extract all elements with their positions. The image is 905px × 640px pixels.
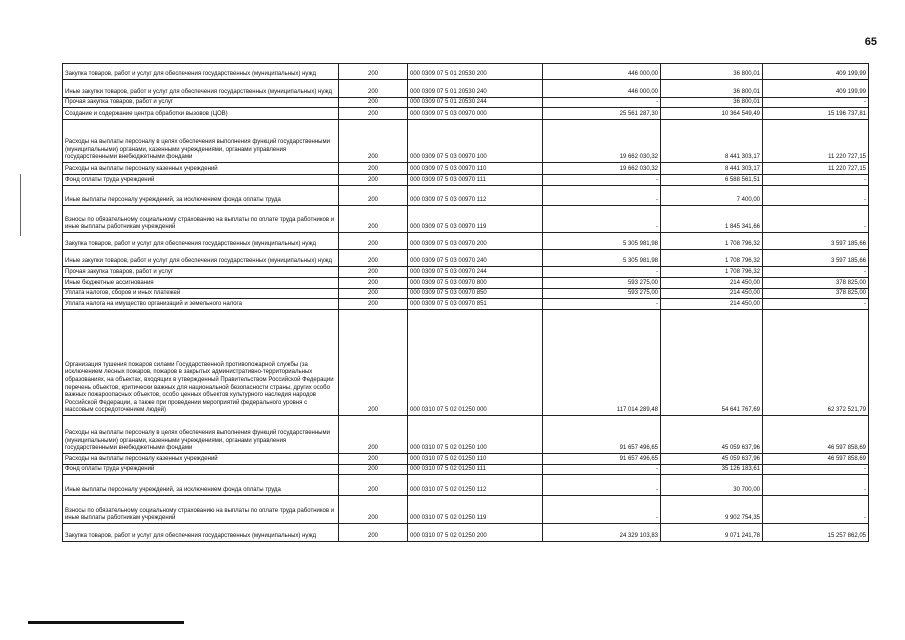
budget-classification-code: 000 0310 07 5 02 01250 119 [408, 496, 543, 524]
line-code: 200 [339, 278, 408, 289]
executed-amount: 8 441 303,17 [661, 120, 763, 163]
budget-table-body [63, 64, 869, 542]
budget-classification-code: 000 0309 07 5 03 00970 850 [408, 289, 543, 299]
approved-amount: 91 657 496,65 [543, 416, 661, 454]
table-row [63, 108, 869, 120]
table-row [63, 80, 869, 98]
approved-amount: 446 000,00 [543, 80, 661, 98]
remaining-amount: 409 199,99 [763, 80, 869, 98]
page-number: 65 [864, 36, 877, 48]
expense-name: Прочая закупка товаров, работ и услуг [63, 98, 339, 108]
approved-amount: 91 657 496,65 [543, 454, 661, 465]
budget-classification-code: 000 0310 07 5 02 01250 100 [408, 416, 543, 454]
executed-amount: 10 364 549,49 [661, 108, 763, 120]
executed-amount: 6 588 561,51 [661, 175, 763, 186]
line-code: 200 [339, 416, 408, 454]
executed-amount: 45 059 637,96 [661, 454, 763, 465]
budget-classification-code: 000 0310 07 5 02 01250 000 [408, 310, 543, 416]
remaining-amount: 15 196 737,81 [763, 108, 869, 120]
line-code: 200 [339, 186, 408, 206]
remaining-amount: - [763, 299, 869, 310]
remaining-amount: - [763, 465, 869, 475]
expense-name: Фонд оплаты труда учреждений [63, 175, 339, 186]
remaining-amount: - [763, 475, 869, 496]
remaining-amount: 3 597 185,66 [763, 233, 869, 250]
table-row [63, 475, 869, 496]
table-row [63, 120, 869, 163]
budget-classification-code: 000 0309 07 5 03 00970 112 [408, 186, 543, 206]
line-code: 200 [339, 250, 408, 267]
remaining-amount: - [763, 206, 869, 233]
expense-name: Закупка товаров, работ и услуг для обеспечения государственных (муниципальных) нужд [63, 233, 339, 250]
approved-amount: 25 561 287,30 [543, 108, 661, 120]
remaining-amount: - [763, 186, 869, 206]
remaining-amount: 11 220 727,15 [763, 120, 869, 163]
line-code: 200 [339, 496, 408, 524]
table-row [63, 465, 869, 475]
expense-name: Уплата налога на имущество организаций и земельного налога [63, 299, 339, 310]
approved-amount: 5 305 981,98 [543, 250, 661, 267]
table-row [63, 250, 869, 267]
line-code: 200 [339, 175, 408, 186]
expense-name: Расходы на выплаты персоналу казенных учреждений [63, 163, 339, 175]
line-code: 200 [339, 299, 408, 310]
expense-name: Иные бюджетные ассигнования [63, 278, 339, 289]
remaining-amount: 378 825,00 [763, 289, 869, 299]
approved-amount: 117 014 289,48 [543, 310, 661, 416]
line-code: 200 [339, 465, 408, 475]
approved-amount: - [543, 475, 661, 496]
approved-amount: - [543, 98, 661, 108]
approved-amount: - [543, 206, 661, 233]
executed-amount: 36 800,01 [661, 64, 763, 80]
budget-classification-code: 000 0309 07 5 03 00970 800 [408, 278, 543, 289]
approved-amount: - [543, 465, 661, 475]
remaining-amount: 46 597 858,69 [763, 454, 869, 465]
executed-amount: 30 700,00 [661, 475, 763, 496]
table-row [63, 310, 869, 416]
expense-name: Расходы на выплаты персоналу в целях обеспечения выполнения функций государственными (муниципальными) органами, казенными учреждениями, органами управления государственными внебюджетными фондами [63, 416, 339, 454]
budget-classification-code: 000 0309 07 5 03 00970 240 [408, 250, 543, 267]
executed-amount: 214 450,00 [661, 299, 763, 310]
table-row [63, 163, 869, 175]
expense-name: Взносы по обязательному социальному страхованию на выплаты по оплате труда работников и иные выплаты работникам учреждений [63, 496, 339, 524]
expense-name: Иные выплаты персоналу учреждений, за исключением фонда оплаты труда [63, 475, 339, 496]
line-code: 200 [339, 108, 408, 120]
remaining-amount: 11 220 727,15 [763, 163, 869, 175]
line-code: 200 [339, 310, 408, 416]
executed-amount: 8 441 303,17 [661, 163, 763, 175]
expense-name: Фонд оплаты труда учреждений [63, 465, 339, 475]
table-row [63, 496, 869, 524]
approved-amount: - [543, 186, 661, 206]
approved-amount: - [543, 267, 661, 278]
remaining-amount: - [763, 496, 869, 524]
line-code: 200 [339, 524, 408, 542]
budget-classification-code: 000 0310 07 5 02 01250 110 [408, 454, 543, 465]
executed-amount: 45 059 637,96 [661, 416, 763, 454]
executed-amount: 1 708 796,32 [661, 250, 763, 267]
line-code: 200 [339, 454, 408, 465]
table-row [63, 454, 869, 465]
budget-classification-code: 000 0309 07 5 01 20530 200 [408, 64, 543, 80]
executed-amount: 214 450,00 [661, 278, 763, 289]
executed-amount: 36 800,01 [661, 80, 763, 98]
approved-amount: 593 275,00 [543, 289, 661, 299]
budget-classification-code: 000 0309 07 5 03 00970 200 [408, 233, 543, 250]
executed-amount: 9 071 241,78 [661, 524, 763, 542]
line-code: 200 [339, 120, 408, 163]
table-row [63, 416, 869, 454]
executed-amount: 214 450,00 [661, 289, 763, 299]
executed-amount: 9 902 754,35 [661, 496, 763, 524]
approved-amount: 24 329 103,83 [543, 524, 661, 542]
footer-rule [28, 621, 184, 624]
line-code: 200 [339, 267, 408, 278]
budget-classification-code: 000 0309 07 5 01 20530 240 [408, 80, 543, 98]
remaining-amount: - [763, 267, 869, 278]
budget-classification-code: 000 0309 07 5 03 00970 100 [408, 120, 543, 163]
table-row [63, 267, 869, 278]
budget-classification-code: 000 0309 07 5 03 00970 110 [408, 163, 543, 175]
table-row [63, 233, 869, 250]
table-row [63, 299, 869, 310]
expense-name: Иные выплаты персоналу учреждений, за исключением фонда оплаты труда [63, 186, 339, 206]
line-code: 200 [339, 475, 408, 496]
approved-amount: 19 662 030,32 [543, 163, 661, 175]
remaining-amount: 3 597 185,66 [763, 250, 869, 267]
remaining-amount: 15 257 862,05 [763, 524, 869, 542]
remaining-amount: 46 597 858,69 [763, 416, 869, 454]
line-code: 200 [339, 80, 408, 98]
expense-name: Закупка товаров, работ и услуг для обеспечения государственных (муниципальных) нужд [63, 64, 339, 80]
budget-classification-code: 000 0310 07 5 02 01250 111 [408, 465, 543, 475]
expense-name: Создание и содержание центра обработки вызовов (ЦОВ) [63, 108, 339, 120]
table-row [63, 186, 869, 206]
table-row [63, 175, 869, 186]
expense-name: Закупка товаров, работ и услуг для обеспечения государственных (муниципальных) нужд [63, 524, 339, 542]
margin-mark [20, 174, 21, 236]
expense-name: Расходы на выплаты персоналу в целях обеспечения выполнения функций государственными (муниципальными) органами, казенными учреждениями, органами управления государственными внебюджетными фондами [63, 120, 339, 163]
budget-classification-code: 000 0310 07 5 02 01250 112 [408, 475, 543, 496]
expense-name: Иные закупки товаров, работ и услуг для обеспечения государственных (муниципальных) нужд [63, 80, 339, 98]
approved-amount: 446 000,00 [543, 64, 661, 80]
expense-name: Расходы на выплаты персоналу казенных учреждений [63, 454, 339, 465]
line-code: 200 [339, 233, 408, 250]
executed-amount: 1 708 796,32 [661, 233, 763, 250]
approved-amount: - [543, 175, 661, 186]
line-code: 200 [339, 98, 408, 108]
budget-classification-code: 000 0309 07 5 03 00970 111 [408, 175, 543, 186]
budget-classification-code: 000 0309 07 5 01 20530 244 [408, 98, 543, 108]
remaining-amount: 62 372 521,79 [763, 310, 869, 416]
executed-amount: 36 800,01 [661, 98, 763, 108]
budget-classification-code: 000 0310 07 5 02 01250 200 [408, 524, 543, 542]
table-row [63, 98, 869, 108]
remaining-amount: 378 825,00 [763, 278, 869, 289]
table-row [63, 64, 869, 80]
table-row [63, 206, 869, 233]
expense-name: Иные закупки товаров, работ и услуг для обеспечения государственных (муниципальных) нужд [63, 250, 339, 267]
line-code: 200 [339, 64, 408, 80]
executed-amount: 54 641 767,69 [661, 310, 763, 416]
budget-classification-code: 000 0309 07 5 03 00970 000 [408, 108, 543, 120]
budget-classification-code: 000 0309 07 5 03 00970 119 [408, 206, 543, 233]
remaining-amount: - [763, 98, 869, 108]
table-row [63, 524, 869, 542]
approved-amount: 19 662 030,32 [543, 120, 661, 163]
approved-amount: 593 275,00 [543, 278, 661, 289]
table-row [63, 278, 869, 289]
approved-amount: - [543, 299, 661, 310]
budget-classification-code: 000 0309 07 5 03 00970 851 [408, 299, 543, 310]
line-code: 200 [339, 163, 408, 175]
expense-name: Организация тушения пожаров силами Государственной противопожарной службы (за исключением лесных пожаров, пожаров в закрытых административно-территориальных образованиях, на объектах, входящих в утвержденный Правительством Российской Федерации перечень объектов, критически важных для национальной безопасности страны, других особо важных пожароопасных объектов, особо ценных объектов культурного наследия народов Российской Федерации, а также при проведении мероприятий федерального уровня с массовым сосредоточением людей) [63, 310, 339, 416]
executed-amount: 7 400,00 [661, 186, 763, 206]
remaining-amount: 409 199,99 [763, 64, 869, 80]
budget-execution-table [62, 63, 869, 542]
line-code: 200 [339, 206, 408, 233]
line-code: 200 [339, 289, 408, 299]
expense-name: Прочая закупка товаров, работ и услуг [63, 267, 339, 278]
executed-amount: 1 845 341,66 [661, 206, 763, 233]
expense-name: Взносы по обязательному социальному страхованию на выплаты по оплате труда работников и иные выплаты работникам учреждений [63, 206, 339, 233]
budget-classification-code: 000 0309 07 5 03 00970 244 [408, 267, 543, 278]
approved-amount: - [543, 496, 661, 524]
table-row [63, 289, 869, 299]
executed-amount: 1 708 796,32 [661, 267, 763, 278]
approved-amount: 5 305 981,98 [543, 233, 661, 250]
executed-amount: 35 126 183,61 [661, 465, 763, 475]
remaining-amount: - [763, 175, 869, 186]
expense-name: Уплата налогов, сборов и иных платежей [63, 289, 339, 299]
